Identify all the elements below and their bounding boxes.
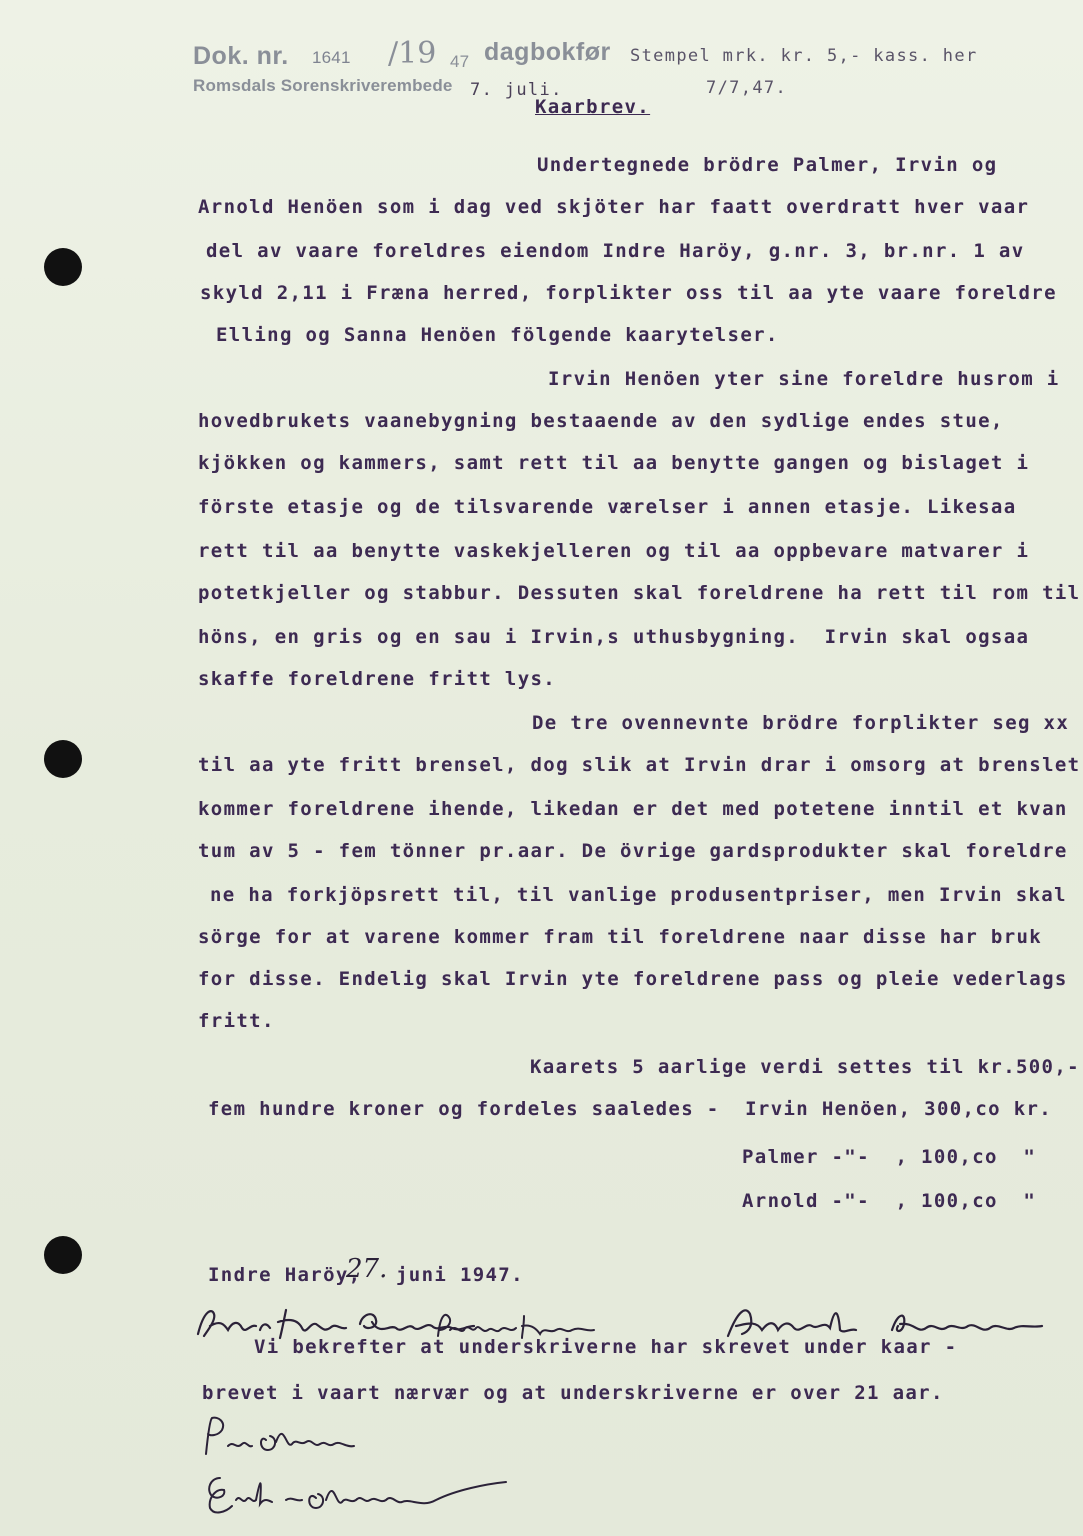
text-line: De tre ovennevnte brödre forplikter seg xx xyxy=(532,712,1070,734)
text-line: skaffe foreldrene fritt lys. xyxy=(198,668,557,690)
text-line: Kaarets 5 aarlige verdi settes til kr.500,- xyxy=(530,1056,1080,1078)
date-text: juni 1947. xyxy=(396,1264,524,1286)
text-line: tum av 5 - fem tönner pr.aar. De övrige gardsprodukter skal foreldre xyxy=(198,840,1068,862)
punch-hole-middle xyxy=(44,740,82,778)
text-line: Undertegnede brödre Palmer, Irvin og xyxy=(537,154,998,176)
place-text: Indre Haröy, xyxy=(208,1264,362,1286)
attest-line: Vi bekrefter at underskriverne har skrevet under kaar - xyxy=(254,1336,958,1358)
text-line: Palmer -"- , 100,co " xyxy=(742,1146,1037,1168)
text-line: Arnold Henöen som i dag ved skjöter har faatt overdratt hver vaar xyxy=(198,196,1030,218)
text-line: del av vaare foreldres eiendom Indre Haröy, g.nr. 3, br.nr. 1 av xyxy=(206,240,1025,262)
text-line: til aa yte fritt brensel, dog slik at Irvin drar i omsorg at brenslet xyxy=(198,754,1081,776)
punch-hole-bottom xyxy=(44,1236,82,1274)
document-title: Kaarbrev. xyxy=(535,96,651,118)
text-line: Arnold -"- , 100,co " xyxy=(742,1190,1037,1212)
text-line: kommer foreldrene ihende, likedan er det med potetene inntil et kvan xyxy=(198,798,1068,820)
signature-witness-erik xyxy=(196,1460,526,1530)
text-line: fem hundre kroner og fordeles saaledes - Irvin Henöen, 300,co kr. xyxy=(208,1098,1053,1120)
dok-number: 1641 xyxy=(312,48,351,67)
stamp-dagbok: dagbokfør xyxy=(484,38,611,66)
text-line: höns, en gris og en sau i Irvin,s uthusbygning. Irvin skal ogsaa xyxy=(198,626,1030,648)
stamp-note: Stempel mrk. kr. 5,- kass. her xyxy=(630,46,978,66)
handwritten-day: 27. xyxy=(346,1254,388,1284)
text-line: förste etasje og de tilsvarende værelser i annen etasje. Likesaa xyxy=(198,496,1017,518)
stamp-office: Romsdals Sorenskriverembede xyxy=(193,76,453,95)
text-line: skyld 2,11 i Fræna herred, forplikter oss til aa yte vaare foreldre xyxy=(200,282,1057,304)
punch-hole-top xyxy=(44,248,82,286)
text-line: Irvin Henöen yter sine foreldre husrom i xyxy=(548,368,1060,390)
text-line: kjökken og kammers, samt rett til aa benytte gangen og bislaget i xyxy=(198,452,1030,474)
attest-line: brevet i vaart nærvær og at underskriverne er over 21 aar. xyxy=(202,1382,944,1404)
text-line: Elling og Sanna Henöen fölgende kaarytelser. xyxy=(216,324,779,346)
stamp-dok-label: Dok. nr. xyxy=(193,42,289,70)
text-line: for disse. Endelig skal Irvin yte foreldrene pass og pleie vederlags xyxy=(198,968,1068,990)
text-line: sörge for at varene kommer fram til foreldrene naar disse har bruk xyxy=(198,926,1043,948)
text-line: hovedbrukets vaanebygning bestaaende av den sydlige endes stue, xyxy=(198,410,1004,432)
text-line: fritt. xyxy=(198,1010,275,1032)
year-suffix: 47 xyxy=(450,52,470,71)
year-prefix: /19 xyxy=(388,36,437,71)
stamp-date: 7/7,47. xyxy=(706,78,788,98)
text-line: potetkjeller og stabbur. Dessuten skal foreldrene ha rett til rom til xyxy=(198,582,1081,604)
text-line: rett til aa benytte vaskekjelleren og til aa oppbevare matvarer i xyxy=(198,540,1030,562)
text-line: ne ha forkjöpsrett til, til vanlige produsentpriser, men Irvin skal xyxy=(210,884,1067,906)
registration-date: 7. juli. xyxy=(470,80,563,100)
